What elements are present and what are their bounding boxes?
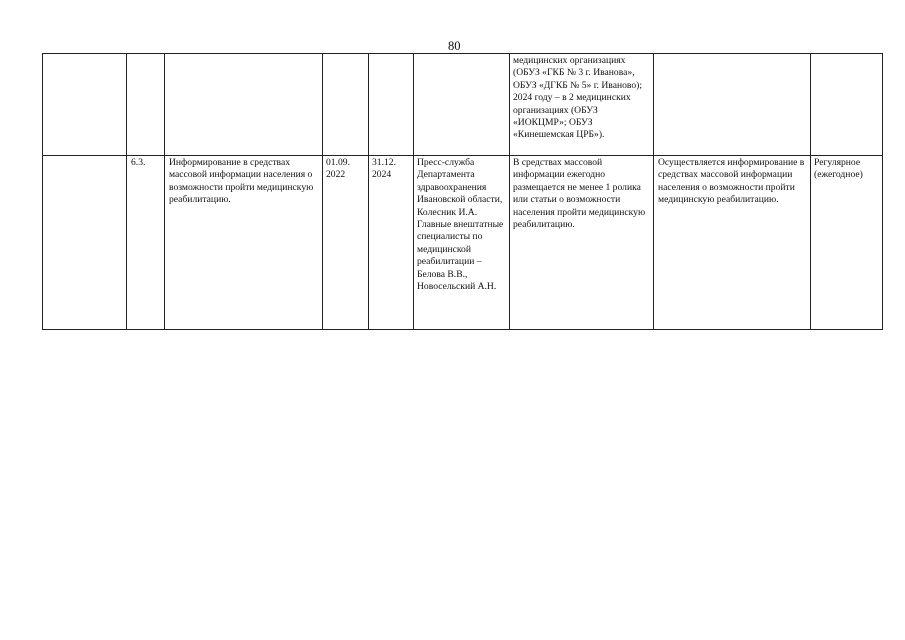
table-cell: [127, 54, 165, 156]
table-cell: [43, 156, 127, 330]
end-date-cell: 31.12. 2024: [369, 156, 414, 330]
table-cell: [369, 54, 414, 156]
table-row-continuation: [43, 54, 883, 156]
table-cell: [165, 54, 323, 156]
table-cell: [654, 54, 811, 156]
page-number: 80: [448, 39, 461, 53]
table-row-6-3: [43, 156, 883, 330]
table-cell: [811, 54, 883, 156]
responsible-cell: Пресс-служба Департамента здравоохранения Ивановской области, Колесник И.А. Главные внештатные специалисты по медицинской реабилитации – Белова В.В., Новосельский А.Н.: [414, 156, 510, 330]
table-cell: [43, 54, 127, 156]
indicator-continuation-cell: медицинских организациях (ОБУЗ «ГКБ № 3 г. Иванова», ОБУЗ «ДГКБ № 5» г. Иваново); 2024 году – в 2 медицинских организациях (ОБУЗ «ИОКЦМР»; ОБУЗ «Кинешемская ЦРБ»).: [510, 54, 654, 156]
plan-table: [42, 53, 883, 330]
start-date-cell: 01.09. 2022: [323, 156, 369, 330]
indicator-cell: В средствах массовой информации ежегодно размещается не менее 1 ролика или статьи о возможности населения пройти медицинскую реабилитацию.: [510, 156, 654, 330]
table-cell: [414, 54, 510, 156]
table-cell: [323, 54, 369, 156]
result-cell: Осуществляется информирование в средствах массовой информации населения о возможности пройти медицинскую реабилитацию.: [654, 156, 811, 330]
measure-title-cell: Информирование в средствах массовой информации населения о возможности пройти медицинскую реабилитацию.: [165, 156, 323, 330]
row-number-cell: 6.3.: [127, 156, 165, 330]
frequency-cell: Регулярное (ежегодное): [811, 156, 883, 330]
